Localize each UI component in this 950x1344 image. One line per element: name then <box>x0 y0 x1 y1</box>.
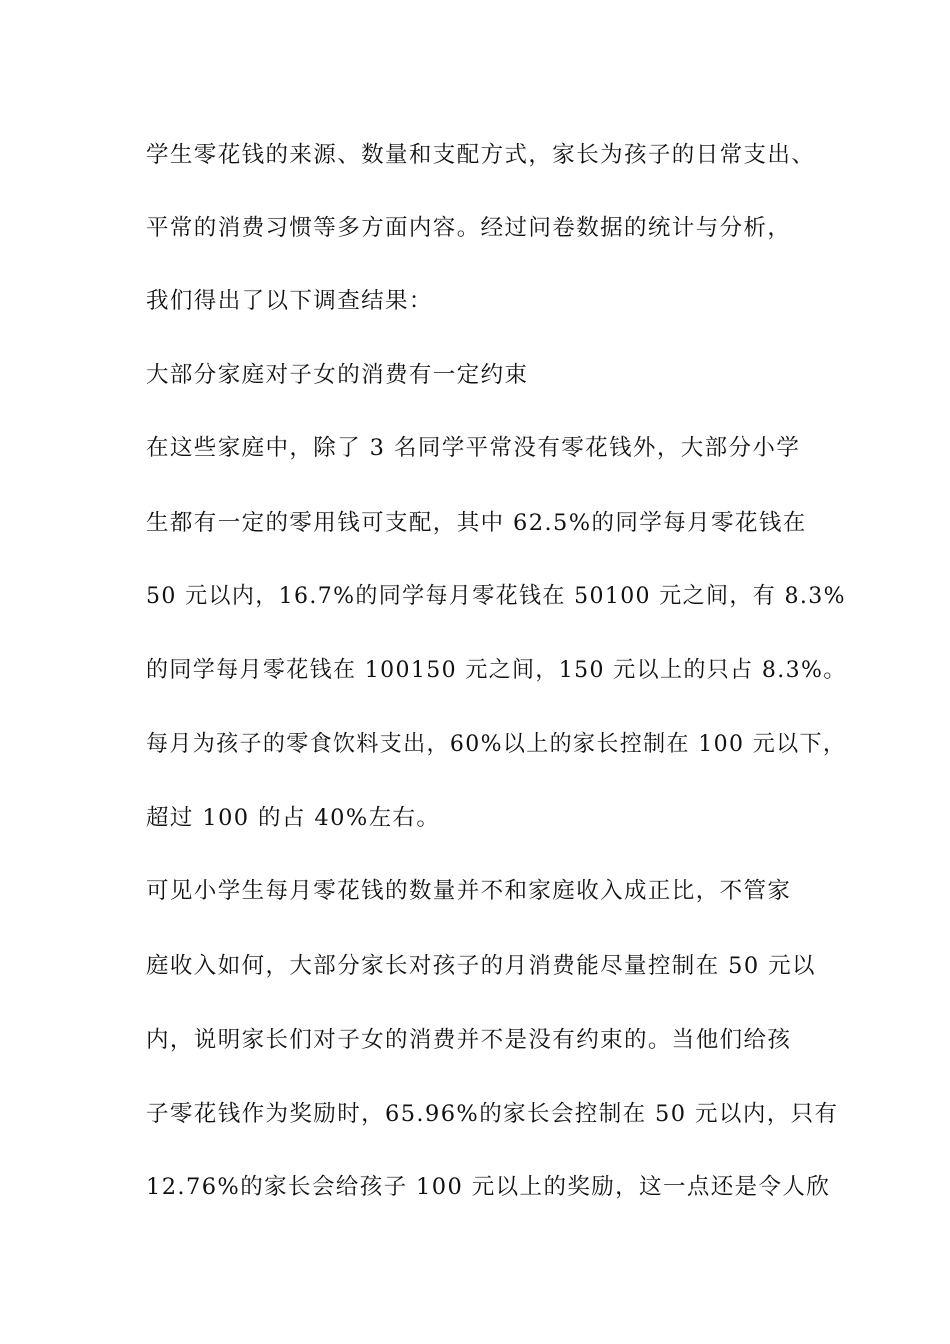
text-line: 12.76%的家长会给孩子 100 元以上的奖励，这一点还是令人欣 <box>146 1174 831 1200</box>
text-line: 庭收入如何，大部分家长对孩子的月消费能尽量控制在 50 元以 <box>146 953 816 979</box>
text-line: 的同学每月零花钱在 100150 元之间，150 元以上的只占 8.3%。 <box>146 657 847 683</box>
text-line: 超过 100 的占 40%左右。 <box>146 805 441 831</box>
text-line: 可见小学生每月零花钱的数量并不和家庭收入成正比，不管家 <box>146 878 792 904</box>
text-line: 在这些家庭中，除了 3 名同学平常没有零花钱外，大部分小学 <box>146 435 801 461</box>
text-line: 学生零花钱的来源、数量和支配方式，家长为孩子的日常支出、 <box>146 142 816 168</box>
text-line: 子零花钱作为奖励时，65.96%的家长会控制在 50 元以内，只有 <box>146 1101 839 1127</box>
text-line: 50 元以内，16.7%的同学每月零花钱在 50100 元之间，有 8.3% <box>146 583 846 609</box>
text-line: 我们得出了以下调查结果： <box>146 288 433 314</box>
text-line: 每月为孩子的零食饮料支出，60%以上的家长控制在 100 元以下， <box>146 731 847 757</box>
section-heading: 大部分家庭对子女的消费有一定约束 <box>146 362 529 388</box>
text-line: 生都有一定的零用钱可支配，其中 62.5%的同学每月零花钱在 <box>146 510 807 536</box>
text-line: 内，说明家长们对子女的消费并不是没有约束的。当他们给孩 <box>146 1027 792 1053</box>
text-line: 平常的消费习惯等多方面内容。经过问卷数据的统计与分析， <box>146 215 792 241</box>
